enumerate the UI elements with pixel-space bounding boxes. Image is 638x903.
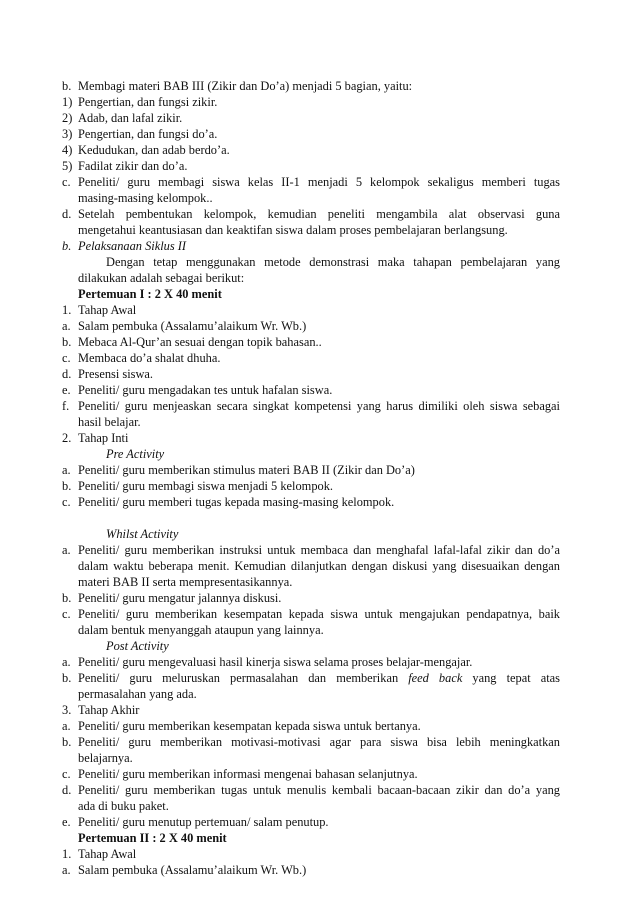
line-text: Peneliti/ guru memberikan motivasi-motivasi agar para siswa bisa lebih meningkatkan (78, 735, 560, 749)
text-line (62, 175, 560, 191)
text-line (62, 447, 560, 463)
list-marker: 1. (62, 847, 72, 861)
list-marker: e. (62, 815, 71, 829)
line-text: Peneliti/ guru membagi siswa kelas II-1 menjadi 5 kelompok sekaligus memberi tugas (78, 175, 560, 189)
section-heading: Pertemuan II : 2 X 40 menit (78, 831, 227, 845)
text-line (62, 863, 560, 879)
list-marker: a. (62, 543, 71, 557)
list-marker: b. (62, 735, 72, 749)
line-text: Peneliti/ guru mengadakan tes untuk hafalan siswa. (78, 383, 333, 397)
line-text: Peneliti/ guru memberikan stimulus materi BAB II (Zikir dan Do’a) (78, 463, 415, 477)
text-line (62, 463, 560, 479)
line-text: masing-masing kelompok.. (78, 191, 213, 205)
line-text: Peneliti/ guru membagi siswa menjadi 5 kelompok. (78, 479, 334, 493)
line-text: permasalahan yang ada. (78, 687, 197, 701)
line-text: Presensi siswa. (78, 367, 154, 381)
text-line (62, 799, 560, 815)
text-line (62, 559, 560, 575)
text-line (62, 335, 560, 351)
line-text: belajarnya. (78, 751, 133, 765)
list-marker: a. (62, 655, 71, 669)
line-text: dalam bentuk menyanggah ataupun yang lainnya. (78, 623, 324, 637)
list-marker: d. (62, 207, 72, 221)
line-text: Setelah pembentukan kelompok, kemudian peneliti mengambila alat observasi guna (78, 207, 560, 221)
text-line (62, 303, 560, 319)
line-text: Pengertian, dan fungsi do’a. (78, 127, 218, 141)
text-line (62, 319, 560, 335)
line-text: mengetahui keantusiasan dan keaktifan siswa dalam proses pembelajaran berlangsung. (78, 223, 508, 237)
line-text: Adab, dan lafal zikir. (78, 111, 183, 125)
list-marker: 1) (62, 95, 73, 109)
text-line (62, 783, 560, 799)
text-line (62, 751, 560, 767)
text-line (62, 223, 560, 239)
list-marker: 3. (62, 703, 72, 717)
text-line (62, 623, 560, 639)
text-line (62, 767, 560, 783)
text-line (62, 607, 560, 623)
line-text: Tahap Akhir (78, 703, 140, 717)
line-text: Dengan tetap menggunakan metode demonstrasi maka tahapan pembelajaran yang (106, 255, 560, 269)
text-line (62, 143, 560, 159)
line-text: Tahap Awal (78, 303, 137, 317)
line-text: Peneliti/ guru mengatur jalannya diskusi. (78, 591, 282, 605)
line-text-part: yang tepat atas (462, 671, 560, 685)
list-marker: b. (62, 239, 72, 253)
text-line (62, 239, 560, 255)
subheading: Pre Activity (106, 447, 165, 461)
line-text: Mebaca Al-Qur’an sesuai dengan topik bahasan.. (78, 335, 322, 349)
text-line (62, 159, 560, 175)
list-marker: 2. (62, 431, 72, 445)
text-line (62, 351, 560, 367)
text-line (62, 367, 560, 383)
text-line (62, 575, 560, 591)
line-text: Salam pembuka (Assalamu’alaikum Wr. Wb.) (78, 319, 307, 333)
list-marker: c. (62, 351, 71, 365)
list-marker: b. (62, 479, 72, 493)
text-line (62, 79, 560, 95)
line-text: materi BAB II serta mempresentasikannya. (78, 575, 293, 589)
line-text: Peneliti/ guru memberikan kesempatan kepada siswa untuk mengajukan pendapatnya, baik (78, 607, 560, 621)
line-text: Membagi materi BAB III (Zikir dan Do’a) menjadi 5 bagian, yaitu: (78, 79, 413, 93)
text-line (62, 687, 560, 703)
list-marker: c. (62, 767, 71, 781)
section-heading: Pertemuan I : 2 X 40 menit (78, 287, 222, 301)
text-line (62, 639, 560, 655)
line-text: Tahap Inti (78, 431, 129, 445)
list-marker: d. (62, 783, 72, 797)
line-text-part: Peneliti/ guru meluruskan permasalahan dan memberikan (78, 671, 409, 685)
line-text: Peneliti/ guru memberikan instruksi untuk membaca dan menghafal lafal-lafal zikir dan do’a (78, 543, 560, 557)
list-marker: f. (62, 399, 70, 413)
text-line (62, 399, 560, 415)
line-text: hasil belajar. (78, 415, 141, 429)
text-line (62, 847, 560, 863)
text-line (62, 191, 560, 207)
list-marker: b. (62, 335, 72, 349)
line-text: Peneliti/ guru memberikan informasi mengenai bahasan selanjutnya. (78, 767, 418, 781)
list-marker: a. (62, 463, 71, 477)
text-line (62, 655, 560, 671)
line-text: Peneliti/ guru memberikan kesempatan kepada siswa untuk bertanya. (78, 719, 421, 733)
line-text: Kedudukan, dan adab berdo’a. (78, 143, 230, 157)
text-line (62, 495, 560, 511)
line-text: Peneliti/ guru menjeaskan secara singkat kompetensi yang harus dimiliki oleh siswa sebagai (78, 399, 560, 413)
text-line (62, 735, 560, 751)
list-marker: 3) (62, 127, 73, 141)
list-marker: c. (62, 607, 71, 621)
line-text: Pengertian, dan fungsi zikir. (78, 95, 218, 109)
text-line (62, 95, 560, 111)
text-line (62, 271, 560, 287)
list-marker: e. (62, 383, 71, 397)
list-marker: b. (62, 591, 72, 605)
text-line (62, 207, 560, 223)
text-line (62, 479, 560, 495)
line-text: Peneliti/ guru mengevaluasi hasil kinerja siswa selama proses belajar-mengajar. (78, 655, 473, 669)
text-line (62, 287, 560, 303)
list-marker: a. (62, 319, 71, 333)
text-line (62, 591, 560, 607)
italic-term: feed back (408, 671, 463, 685)
text-line (62, 383, 560, 399)
line-text: dalam waktu beberapa menit. Kemudian dilanjutkan dengan diskusi yang disesuaikan dengan (78, 559, 560, 573)
text-line (62, 831, 560, 847)
line-text (78, 671, 560, 687)
text-line (62, 671, 560, 687)
line-text: ada di buku paket. (78, 799, 169, 813)
text-line (62, 431, 560, 447)
text-line (62, 111, 560, 127)
line-text: Peneliti/ guru memberi tugas kepada masing-masing kelompok. (78, 495, 395, 509)
line-text: Tahap Awal (78, 847, 137, 861)
text-line (62, 703, 560, 719)
line-text: Peneliti/ guru menutup pertemuan/ salam penutup. (78, 815, 329, 829)
list-marker: 5) (62, 159, 73, 173)
line-text: Salam pembuka (Assalamu’alaikum Wr. Wb.) (78, 863, 307, 877)
list-marker: 1. (62, 303, 72, 317)
list-marker: a. (62, 719, 71, 733)
list-marker: a. (62, 863, 71, 877)
text-line (62, 719, 560, 735)
subheading: Pelaksanaan Siklus II (78, 239, 187, 253)
text-line (62, 127, 560, 143)
list-marker: 2) (62, 111, 73, 125)
list-marker: b. (62, 79, 72, 93)
list-marker: c. (62, 495, 71, 509)
subheading: Post Activity (106, 639, 169, 653)
line-text: Fadilat zikir dan do’a. (78, 159, 188, 173)
list-marker: 4) (62, 143, 73, 157)
line-text: Peneliti/ guru memberikan tugas untuk menulis kembali bacaan-bacaan zikir dan do’a yang (78, 783, 560, 797)
text-line (62, 543, 560, 559)
list-marker: c. (62, 175, 71, 189)
line-text: Membaca do’a shalat dhuha. (78, 351, 221, 365)
text-line (62, 255, 560, 271)
list-marker: b. (62, 671, 72, 685)
subheading: Whilst Activity (106, 527, 179, 541)
text-line (62, 415, 560, 431)
list-marker: d. (62, 367, 72, 381)
text-line (62, 815, 560, 831)
line-text: dilakukan adalah sebagai berikut: (78, 271, 245, 285)
text-line (62, 527, 560, 543)
